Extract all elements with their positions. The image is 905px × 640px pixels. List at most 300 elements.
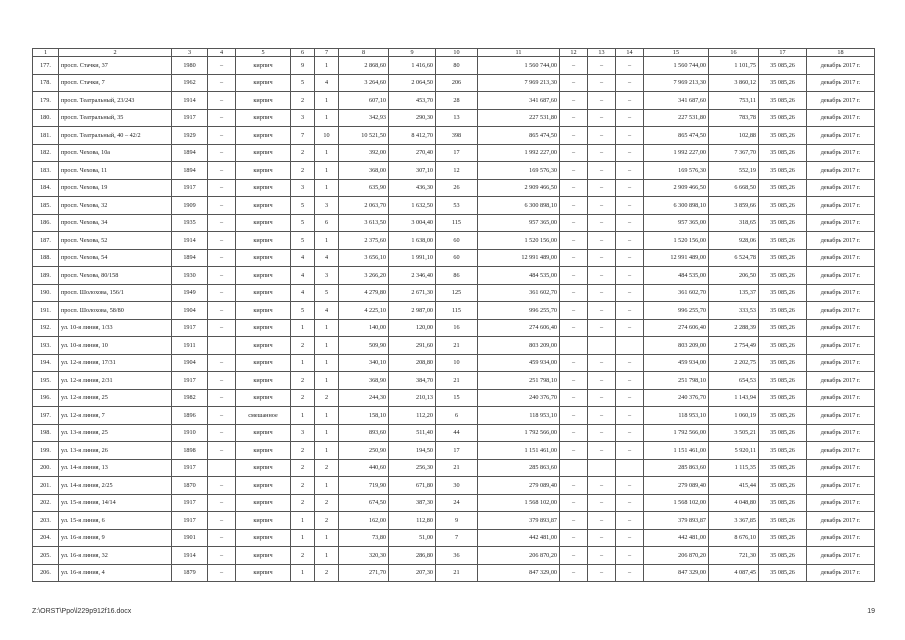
table-cell: кирпич <box>236 232 291 250</box>
table-cell: 30 <box>436 477 478 495</box>
table-cell: – <box>560 197 588 215</box>
table-cell: – <box>208 179 236 197</box>
table-cell: 35 085,26 <box>759 92 807 110</box>
table-row <box>33 337 875 355</box>
table-cell: 511,40 <box>389 424 436 442</box>
table-cell: 5 <box>291 197 315 215</box>
table-cell: 274 606,40 <box>644 319 709 337</box>
table-cell: 1 115,35 <box>709 459 759 477</box>
table-row <box>33 547 875 565</box>
table-cell: 179. <box>33 92 59 110</box>
table-cell: 4 225,10 <box>339 302 389 320</box>
table-cell: – <box>208 127 236 145</box>
table-cell: 2 <box>291 162 315 180</box>
table-cell: – <box>208 284 236 302</box>
table-cell: – <box>560 494 588 512</box>
table-cell: – <box>588 302 616 320</box>
table-cell: – <box>208 197 236 215</box>
table-cell: 35 085,26 <box>759 179 807 197</box>
table-row <box>33 319 875 337</box>
table-cell: 1982 <box>172 389 208 407</box>
table-cell: 60 <box>436 249 478 267</box>
table-row <box>33 144 875 162</box>
table-cell: – <box>560 529 588 547</box>
table-cell: – <box>208 267 236 285</box>
table-cell: – <box>208 564 236 582</box>
table-cell: 893,60 <box>339 424 389 442</box>
table-cell: 1 416,60 <box>389 57 436 75</box>
table-cell: – <box>560 162 588 180</box>
table-cell: – <box>560 512 588 530</box>
table-cell: декабрь 2017 г. <box>807 407 875 425</box>
table-cell: – <box>588 477 616 495</box>
table-cell: – <box>588 214 616 232</box>
table-cell: кирпич <box>236 442 291 460</box>
table-cell: ул. 15-я линия, 14/14 <box>59 494 172 512</box>
table-cell: 865 474,50 <box>644 127 709 145</box>
table-cell: кирпич <box>236 197 291 215</box>
table-cell: 3 859,66 <box>709 197 759 215</box>
table-cell: 24 <box>436 494 478 512</box>
table-cell: 1 560 744,00 <box>644 57 709 75</box>
table-cell: 2 <box>291 547 315 565</box>
table-cell: 227 531,80 <box>644 109 709 127</box>
table-cell: 342,93 <box>339 109 389 127</box>
table-cell: – <box>560 127 588 145</box>
column-number: 1 <box>33 49 59 57</box>
table-cell: 1 560 744,00 <box>478 57 560 75</box>
table-cell: – <box>208 232 236 250</box>
table-cell: 188. <box>33 249 59 267</box>
table-cell: 318,65 <box>709 214 759 232</box>
table-cell: – <box>208 249 236 267</box>
table-cell: 35 085,26 <box>759 127 807 145</box>
table-cell: 270,40 <box>389 144 436 162</box>
table-cell: 2 063,70 <box>339 197 389 215</box>
table-cell: 847 329,00 <box>644 564 709 582</box>
table-cell: 1 992 227,00 <box>478 144 560 162</box>
table-cell: 204. <box>33 529 59 547</box>
table-cell: 35 085,26 <box>759 564 807 582</box>
table-cell <box>588 459 616 477</box>
table-cell: ул. 14-я линия, 2/25 <box>59 477 172 495</box>
table-cell: – <box>616 197 644 215</box>
table-cell: 183. <box>33 162 59 180</box>
table-cell: 2 <box>315 494 339 512</box>
table-cell: – <box>208 529 236 547</box>
table-cell: 341 687,60 <box>478 92 560 110</box>
table-cell: кирпич <box>236 74 291 92</box>
table-cell: просп. Чехова, 10а <box>59 144 172 162</box>
table-cell: – <box>616 74 644 92</box>
table-cell: декабрь 2017 г. <box>807 109 875 127</box>
table-cell: – <box>588 319 616 337</box>
table-cell: 240 376,70 <box>478 389 560 407</box>
table-cell: 1 151 461,00 <box>478 442 560 460</box>
table-cell: 12 991 489,00 <box>644 249 709 267</box>
table-row <box>33 214 875 232</box>
table-cell: 6 300 898,10 <box>478 197 560 215</box>
table-cell: 509,90 <box>339 337 389 355</box>
table-cell: 10 <box>315 127 339 145</box>
table-row <box>33 372 875 390</box>
column-number: 18 <box>807 49 875 57</box>
table-cell: – <box>616 267 644 285</box>
table-row <box>33 529 875 547</box>
table-cell: декабрь 2017 г. <box>807 57 875 75</box>
table-cell: 1 060,19 <box>709 407 759 425</box>
table-cell: 202. <box>33 494 59 512</box>
table-cell: 307,10 <box>389 162 436 180</box>
table-row <box>33 109 875 127</box>
table-cell: просп. Шолохова, 58/80 <box>59 302 172 320</box>
table-cell: 35 085,26 <box>759 354 807 372</box>
table-cell: 208,80 <box>389 354 436 372</box>
table-cell: 206 870,20 <box>644 547 709 565</box>
table-cell: 35 085,26 <box>759 424 807 442</box>
table-cell: 7 969 213,30 <box>478 74 560 92</box>
table-cell: декабрь 2017 г. <box>807 197 875 215</box>
table-cell: 361 602,70 <box>644 284 709 302</box>
table-cell: 205. <box>33 547 59 565</box>
table-cell: 436,30 <box>389 179 436 197</box>
table-cell: 118 953,10 <box>644 407 709 425</box>
table-cell: 4 <box>315 74 339 92</box>
table-cell: 1962 <box>172 74 208 92</box>
table-cell: – <box>616 144 644 162</box>
table-cell: 2 <box>315 564 339 582</box>
table-cell: 16 <box>436 319 478 337</box>
column-number: 7 <box>315 49 339 57</box>
table-cell: 440,60 <box>339 459 389 477</box>
table-cell: 5 <box>291 214 315 232</box>
table-cell: 753,11 <box>709 92 759 110</box>
table-cell: – <box>616 302 644 320</box>
table-cell: 177. <box>33 57 59 75</box>
table-cell: 9 <box>436 512 478 530</box>
table-cell: 118 953,10 <box>478 407 560 425</box>
table-cell: 1917 <box>172 512 208 530</box>
table-cell: декабрь 2017 г. <box>807 92 875 110</box>
table-cell: 484 535,00 <box>478 267 560 285</box>
table-cell: кирпич <box>236 267 291 285</box>
table-cell: – <box>588 372 616 390</box>
table-cell: 3 <box>291 179 315 197</box>
table-cell: 721,30 <box>709 547 759 565</box>
table-cell: кирпич <box>236 214 291 232</box>
table-row <box>33 564 875 582</box>
table-cell: 1 <box>291 564 315 582</box>
table-row <box>33 512 875 530</box>
table-cell: кирпич <box>236 302 291 320</box>
table-cell: 996 255,70 <box>644 302 709 320</box>
table-cell: 1 <box>315 529 339 547</box>
table-cell: кирпич <box>236 512 291 530</box>
table-cell: 240 376,70 <box>644 389 709 407</box>
table-cell: – <box>588 284 616 302</box>
table-cell: – <box>616 162 644 180</box>
table-cell: декабрь 2017 г. <box>807 267 875 285</box>
table-cell: 28 <box>436 92 478 110</box>
table-row <box>33 424 875 442</box>
table-cell: 2 <box>291 337 315 355</box>
table-cell: 286,80 <box>389 547 436 565</box>
table-cell: декабрь 2017 г. <box>807 284 875 302</box>
table-cell: – <box>208 109 236 127</box>
table-cell: 13 <box>436 109 478 127</box>
table-cell: 1 <box>291 529 315 547</box>
table-cell: 1 992 227,00 <box>644 144 709 162</box>
table-cell: 1917 <box>172 319 208 337</box>
table-cell: 290,30 <box>389 109 436 127</box>
table-cell: просп. Чехова, 11 <box>59 162 172 180</box>
column-number: 13 <box>588 49 616 57</box>
table-cell: 10 521,50 <box>339 127 389 145</box>
table-cell: – <box>616 354 644 372</box>
column-number: 14 <box>616 49 644 57</box>
table-cell: – <box>616 127 644 145</box>
table-cell: ул. 13-я линия, 25 <box>59 424 172 442</box>
table-cell: – <box>208 302 236 320</box>
table-cell: 180. <box>33 109 59 127</box>
table-cell: – <box>616 372 644 390</box>
table-cell: 1 792 566,00 <box>478 424 560 442</box>
table-cell: декабрь 2017 г. <box>807 547 875 565</box>
table-cell: – <box>588 564 616 582</box>
table-row <box>33 284 875 302</box>
table-cell: кирпич <box>236 547 291 565</box>
table-cell: 654,53 <box>709 372 759 390</box>
table-cell: 80 <box>436 57 478 75</box>
table-cell: декабрь 2017 г. <box>807 442 875 460</box>
table-cell <box>560 337 588 355</box>
table-cell: просп. Театральный, 40 – 42/2 <box>59 127 172 145</box>
table-cell: 35 085,26 <box>759 319 807 337</box>
table-cell: 957 365,00 <box>478 214 560 232</box>
table-cell: 184. <box>33 179 59 197</box>
table-cell: ул. 14-я линия, 13 <box>59 459 172 477</box>
table-cell: – <box>616 494 644 512</box>
table-cell: кирпич <box>236 459 291 477</box>
table-cell: 803 209,00 <box>644 337 709 355</box>
table-cell: 3 264,60 <box>339 74 389 92</box>
table-cell: 189. <box>33 267 59 285</box>
table-cell: 187. <box>33 232 59 250</box>
table-row <box>33 92 875 110</box>
table-cell: – <box>616 249 644 267</box>
table-cell: 2 671,30 <box>389 284 436 302</box>
table-cell: 1 <box>315 144 339 162</box>
table-cell: просп. Чехова, 32 <box>59 197 172 215</box>
table-cell: 251 798,10 <box>644 372 709 390</box>
column-number: 3 <box>172 49 208 57</box>
table-cell: 250,90 <box>339 442 389 460</box>
table-cell: 865 474,50 <box>478 127 560 145</box>
table-row <box>33 302 875 320</box>
table-cell: 35 085,26 <box>759 57 807 75</box>
table-cell: 1 <box>315 407 339 425</box>
table-cell: 35 085,26 <box>759 477 807 495</box>
table-cell: кирпич <box>236 354 291 372</box>
table-cell: 274 606,40 <box>478 319 560 337</box>
table-cell: 5 <box>291 302 315 320</box>
table-cell: 1 <box>315 57 339 75</box>
table-cell <box>560 459 588 477</box>
table-cell: 1910 <box>172 424 208 442</box>
table-cell: 279 089,40 <box>478 477 560 495</box>
table-cell: 1949 <box>172 284 208 302</box>
table-cell: 1904 <box>172 354 208 372</box>
table-cell: 2 909 466,50 <box>478 179 560 197</box>
table-cell: – <box>616 389 644 407</box>
table-cell: 1917 <box>172 109 208 127</box>
table-cell: 1894 <box>172 162 208 180</box>
table-cell: 1 151 461,00 <box>644 442 709 460</box>
table-cell: 361 602,70 <box>478 284 560 302</box>
table-cell: просп. Чехова, 80/158 <box>59 267 172 285</box>
table-cell: декабрь 2017 г. <box>807 512 875 530</box>
table-cell: декабрь 2017 г. <box>807 249 875 267</box>
table-row <box>33 459 875 477</box>
table-cell: 196. <box>33 389 59 407</box>
table-cell: 15 <box>436 389 478 407</box>
table-cell: – <box>588 74 616 92</box>
table-cell: ул. 12-я линия, 2/31 <box>59 372 172 390</box>
table-cell: 35 085,26 <box>759 512 807 530</box>
table-cell: 674,50 <box>339 494 389 512</box>
table-cell <box>616 337 644 355</box>
table-cell: 6 <box>315 214 339 232</box>
table-cell: ул. 12-я линия, 7 <box>59 407 172 425</box>
table-cell: 1 520 156,00 <box>478 232 560 250</box>
table-cell: декабрь 2017 г. <box>807 302 875 320</box>
table-cell: – <box>616 547 644 565</box>
table-cell: 2 <box>291 92 315 110</box>
table-cell: 185. <box>33 197 59 215</box>
table-row <box>33 407 875 425</box>
table-cell: 3 004,40 <box>389 214 436 232</box>
table-cell: 4 <box>291 267 315 285</box>
table-cell: 291,60 <box>389 337 436 355</box>
table-cell: кирпич <box>236 564 291 582</box>
table-cell: 206 870,20 <box>478 547 560 565</box>
table-cell: 1 <box>315 372 339 390</box>
column-number: 2 <box>59 49 172 57</box>
table-cell: 368,00 <box>339 162 389 180</box>
table-cell: 1901 <box>172 529 208 547</box>
table-cell: 206,50 <box>709 267 759 285</box>
table-cell: 3 <box>315 267 339 285</box>
table-cell: кирпич <box>236 249 291 267</box>
table-cell: – <box>560 442 588 460</box>
table-cell: 1914 <box>172 92 208 110</box>
table-cell: – <box>588 127 616 145</box>
table-cell: кирпич <box>236 92 291 110</box>
table-cell: 928,06 <box>709 232 759 250</box>
table-cell: 1980 <box>172 57 208 75</box>
table-row <box>33 179 875 197</box>
table-cell: кирпич <box>236 284 291 302</box>
table-cell: ул. 10-я линия, 1/33 <box>59 319 172 337</box>
table-row <box>33 197 875 215</box>
table-cell: 195. <box>33 372 59 390</box>
table-cell: 1911 <box>172 337 208 355</box>
table-cell: 1 638,00 <box>389 232 436 250</box>
table-cell: – <box>560 407 588 425</box>
table-cell: 4 087,45 <box>709 564 759 582</box>
table-cell: 2 <box>291 477 315 495</box>
table-cell: 1909 <box>172 197 208 215</box>
table-cell: декабрь 2017 г. <box>807 232 875 250</box>
table-cell: 3 613,50 <box>339 214 389 232</box>
table-cell: 9 <box>291 57 315 75</box>
table-cell: 1 <box>315 162 339 180</box>
column-number: 15 <box>644 49 709 57</box>
housing-register-table <box>32 48 875 582</box>
table-cell: – <box>616 57 644 75</box>
table-cell: 21 <box>436 337 478 355</box>
table-cell: 35 085,26 <box>759 232 807 250</box>
table-cell: ул. 15-я линия, 6 <box>59 512 172 530</box>
table-cell: 35 085,26 <box>759 214 807 232</box>
column-number-row <box>33 49 875 57</box>
table-cell: 1 <box>315 179 339 197</box>
table-cell: – <box>588 547 616 565</box>
table-cell: просп. Чехова, 54 <box>59 249 172 267</box>
page-number: 19 <box>867 608 875 615</box>
table-cell: 125 <box>436 284 478 302</box>
table-row <box>33 494 875 512</box>
table-cell: – <box>560 214 588 232</box>
table-cell: 285 863,60 <box>478 459 560 477</box>
table-cell: 1 <box>315 337 339 355</box>
table-cell: 35 085,26 <box>759 302 807 320</box>
table-cell <box>616 459 644 477</box>
table-cell: просп. Чехова, 19 <box>59 179 172 197</box>
table-cell: 35 085,26 <box>759 442 807 460</box>
table-cell: 207,30 <box>389 564 436 582</box>
table-cell: 3 367,85 <box>709 512 759 530</box>
table-cell: 1904 <box>172 302 208 320</box>
table-cell: 333,53 <box>709 302 759 320</box>
table-cell: 60 <box>436 232 478 250</box>
table-cell: 847 329,00 <box>478 564 560 582</box>
table-cell: декабрь 2017 г. <box>807 529 875 547</box>
table-cell: 1 <box>291 354 315 372</box>
table-cell: декабрь 2017 г. <box>807 564 875 582</box>
table-cell: 415,44 <box>709 477 759 495</box>
table-cell: 1894 <box>172 249 208 267</box>
table-row <box>33 389 875 407</box>
table-cell: 484 535,00 <box>644 267 709 285</box>
table-cell: – <box>560 57 588 75</box>
table-cell: 162,00 <box>339 512 389 530</box>
table-cell: 2 909 466,50 <box>644 179 709 197</box>
table-cell: 379 893,87 <box>644 512 709 530</box>
table-cell: 1917 <box>172 494 208 512</box>
table-cell: – <box>588 389 616 407</box>
table-cell: – <box>616 529 644 547</box>
table-cell: просп. Чехова, 34 <box>59 214 172 232</box>
table-cell: – <box>208 477 236 495</box>
table-cell: 169 576,30 <box>644 162 709 180</box>
table-cell: – <box>588 162 616 180</box>
table-cell: 12 <box>436 162 478 180</box>
table-cell: 181. <box>33 127 59 145</box>
table-cell: ул. 16-я линия, 9 <box>59 529 172 547</box>
table-cell: 197. <box>33 407 59 425</box>
table-cell: – <box>208 389 236 407</box>
